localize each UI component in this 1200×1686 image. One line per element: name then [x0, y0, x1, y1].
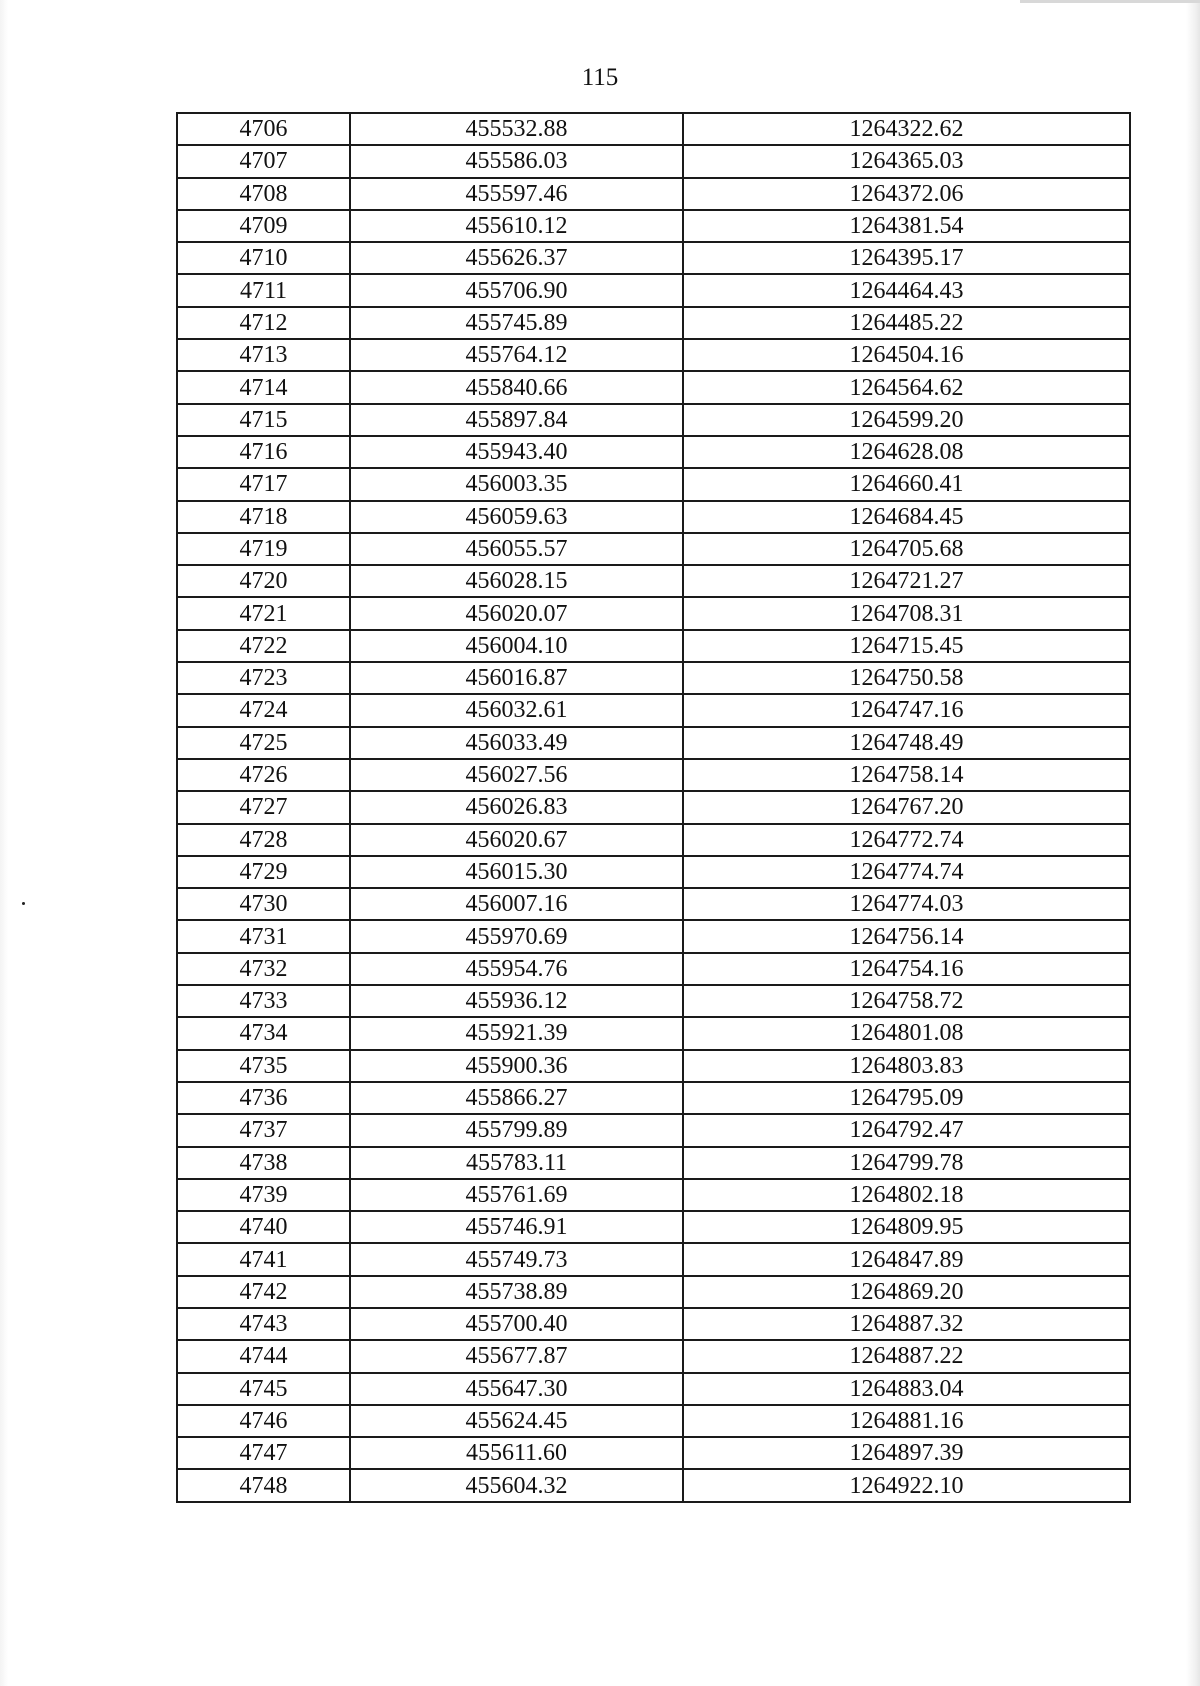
table-row — [177, 1179, 1130, 1211]
table-row — [177, 178, 1130, 210]
y-coordinate-cell: 1264803.83 — [683, 1050, 1130, 1082]
x-coordinate-cell: 455624.45 — [350, 1405, 683, 1437]
x-coordinate-cell: 455900.36 — [350, 1050, 683, 1082]
table-row — [177, 1373, 1130, 1405]
table-row — [177, 759, 1130, 791]
point-number-cell: 4731 — [177, 920, 350, 952]
point-number-cell: 4746 — [177, 1405, 350, 1437]
point-number-cell: 4718 — [177, 501, 350, 533]
y-coordinate-cell: 1264504.16 — [683, 339, 1130, 371]
table-row — [177, 1082, 1130, 1114]
scan-edge-top — [1020, 0, 1200, 3]
x-coordinate-cell: 456032.61 — [350, 694, 683, 726]
point-number-cell: 4726 — [177, 759, 350, 791]
x-coordinate-cell: 456027.56 — [350, 759, 683, 791]
y-coordinate-cell: 1264747.16 — [683, 694, 1130, 726]
y-coordinate-cell: 1264881.16 — [683, 1405, 1130, 1437]
x-coordinate-cell: 456055.57 — [350, 533, 683, 565]
table-row — [177, 501, 1130, 533]
table-row — [177, 565, 1130, 597]
x-coordinate-cell: 455597.46 — [350, 178, 683, 210]
y-coordinate-cell: 1264758.14 — [683, 759, 1130, 791]
table-row — [177, 1050, 1130, 1082]
point-number-cell: 4734 — [177, 1017, 350, 1049]
scan-edge-left — [0, 0, 8, 1686]
x-coordinate-cell: 456007.16 — [350, 888, 683, 920]
table-row — [177, 468, 1130, 500]
y-coordinate-cell: 1264802.18 — [683, 1179, 1130, 1211]
table-row — [177, 404, 1130, 436]
y-coordinate-cell: 1264809.95 — [683, 1211, 1130, 1243]
x-coordinate-cell: 456033.49 — [350, 727, 683, 759]
x-coordinate-cell: 456015.30 — [350, 856, 683, 888]
y-coordinate-cell: 1264322.62 — [683, 113, 1130, 145]
point-number-cell: 4717 — [177, 468, 350, 500]
y-coordinate-cell: 1264795.09 — [683, 1082, 1130, 1114]
table-row — [177, 856, 1130, 888]
table-row — [177, 630, 1130, 662]
x-coordinate-cell: 455745.89 — [350, 307, 683, 339]
table-row — [177, 791, 1130, 823]
x-coordinate-cell: 455749.73 — [350, 1243, 683, 1275]
table-row — [177, 824, 1130, 856]
y-coordinate-cell: 1264750.58 — [683, 662, 1130, 694]
y-coordinate-cell: 1264887.32 — [683, 1308, 1130, 1340]
x-coordinate-cell: 456016.87 — [350, 662, 683, 694]
x-coordinate-cell: 455799.89 — [350, 1114, 683, 1146]
x-coordinate-cell: 455626.37 — [350, 242, 683, 274]
x-coordinate-cell: 455761.69 — [350, 1179, 683, 1211]
table-row — [177, 597, 1130, 629]
point-number-cell: 4740 — [177, 1211, 350, 1243]
x-coordinate-cell: 455611.60 — [350, 1437, 683, 1469]
table-row — [177, 307, 1130, 339]
coordinate-table-body — [177, 113, 1130, 1502]
y-coordinate-cell: 1264883.04 — [683, 1373, 1130, 1405]
table-row — [177, 1276, 1130, 1308]
x-coordinate-cell: 456059.63 — [350, 501, 683, 533]
y-coordinate-cell: 1264792.47 — [683, 1114, 1130, 1146]
point-number-cell: 4714 — [177, 371, 350, 403]
y-coordinate-cell: 1264372.06 — [683, 178, 1130, 210]
table-row — [177, 662, 1130, 694]
table-row — [177, 210, 1130, 242]
y-coordinate-cell: 1264799.78 — [683, 1147, 1130, 1179]
x-coordinate-cell: 455897.84 — [350, 404, 683, 436]
scan-speck — [22, 902, 25, 905]
table-row — [177, 888, 1130, 920]
table-row — [177, 953, 1130, 985]
point-number-cell: 4729 — [177, 856, 350, 888]
point-number-cell: 4719 — [177, 533, 350, 565]
x-coordinate-cell: 455647.30 — [350, 1373, 683, 1405]
y-coordinate-cell: 1264772.74 — [683, 824, 1130, 856]
x-coordinate-cell: 456004.10 — [350, 630, 683, 662]
point-number-cell: 4745 — [177, 1373, 350, 1405]
table-row — [177, 1147, 1130, 1179]
table-row — [177, 1017, 1130, 1049]
table-row — [177, 1243, 1130, 1275]
y-coordinate-cell: 1264897.39 — [683, 1437, 1130, 1469]
y-coordinate-cell: 1264464.43 — [683, 274, 1130, 306]
table-row — [177, 113, 1130, 145]
y-coordinate-cell: 1264715.45 — [683, 630, 1130, 662]
point-number-cell: 4739 — [177, 1179, 350, 1211]
y-coordinate-cell: 1264754.16 — [683, 953, 1130, 985]
point-number-cell: 4722 — [177, 630, 350, 662]
point-number-cell: 4712 — [177, 307, 350, 339]
coordinate-table-container — [176, 112, 1129, 1503]
y-coordinate-cell: 1264869.20 — [683, 1276, 1130, 1308]
table-row — [177, 533, 1130, 565]
x-coordinate-cell: 455840.66 — [350, 371, 683, 403]
x-coordinate-cell: 455677.87 — [350, 1340, 683, 1372]
x-coordinate-cell: 455532.88 — [350, 113, 683, 145]
x-coordinate-cell: 455783.11 — [350, 1147, 683, 1179]
point-number-cell: 4709 — [177, 210, 350, 242]
table-row — [177, 1437, 1130, 1469]
x-coordinate-cell: 456028.15 — [350, 565, 683, 597]
point-number-cell: 4727 — [177, 791, 350, 823]
point-number-cell: 4721 — [177, 597, 350, 629]
point-number-cell: 4737 — [177, 1114, 350, 1146]
point-number-cell: 4716 — [177, 436, 350, 468]
point-number-cell: 4715 — [177, 404, 350, 436]
table-row — [177, 436, 1130, 468]
table-row — [177, 920, 1130, 952]
x-coordinate-cell: 455610.12 — [350, 210, 683, 242]
y-coordinate-cell: 1264365.03 — [683, 145, 1130, 177]
point-number-cell: 4710 — [177, 242, 350, 274]
y-coordinate-cell: 1264395.17 — [683, 242, 1130, 274]
point-number-cell: 4728 — [177, 824, 350, 856]
point-number-cell: 4736 — [177, 1082, 350, 1114]
point-number-cell: 4735 — [177, 1050, 350, 1082]
x-coordinate-cell: 455954.76 — [350, 953, 683, 985]
x-coordinate-cell: 455943.40 — [350, 436, 683, 468]
y-coordinate-cell: 1264599.20 — [683, 404, 1130, 436]
y-coordinate-cell: 1264381.54 — [683, 210, 1130, 242]
x-coordinate-cell: 455586.03 — [350, 145, 683, 177]
point-number-cell: 4707 — [177, 145, 350, 177]
x-coordinate-cell: 456020.67 — [350, 824, 683, 856]
point-number-cell: 4720 — [177, 565, 350, 597]
point-number-cell: 4733 — [177, 985, 350, 1017]
y-coordinate-cell: 1264721.27 — [683, 565, 1130, 597]
table-row — [177, 1340, 1130, 1372]
y-coordinate-cell: 1264922.10 — [683, 1469, 1130, 1501]
point-number-cell: 4743 — [177, 1308, 350, 1340]
y-coordinate-cell: 1264756.14 — [683, 920, 1130, 952]
table-row — [177, 371, 1130, 403]
point-number-cell: 4723 — [177, 662, 350, 694]
point-number-cell: 4713 — [177, 339, 350, 371]
x-coordinate-cell: 455936.12 — [350, 985, 683, 1017]
y-coordinate-cell: 1264758.72 — [683, 985, 1130, 1017]
table-row — [177, 1211, 1130, 1243]
point-number-cell: 4748 — [177, 1469, 350, 1501]
table-row — [177, 1308, 1130, 1340]
x-coordinate-cell: 455764.12 — [350, 339, 683, 371]
table-row — [177, 1114, 1130, 1146]
y-coordinate-cell: 1264887.22 — [683, 1340, 1130, 1372]
point-number-cell: 4742 — [177, 1276, 350, 1308]
table-row — [177, 339, 1130, 371]
x-coordinate-cell: 455700.40 — [350, 1308, 683, 1340]
y-coordinate-cell: 1264660.41 — [683, 468, 1130, 500]
x-coordinate-cell: 455604.32 — [350, 1469, 683, 1501]
point-number-cell: 4724 — [177, 694, 350, 726]
y-coordinate-cell: 1264801.08 — [683, 1017, 1130, 1049]
point-number-cell: 4747 — [177, 1437, 350, 1469]
y-coordinate-cell: 1264847.89 — [683, 1243, 1130, 1275]
y-coordinate-cell: 1264564.62 — [683, 371, 1130, 403]
x-coordinate-cell: 455738.89 — [350, 1276, 683, 1308]
y-coordinate-cell: 1264774.03 — [683, 888, 1130, 920]
y-coordinate-cell: 1264628.08 — [683, 436, 1130, 468]
x-coordinate-cell: 455866.27 — [350, 1082, 683, 1114]
point-number-cell: 4738 — [177, 1147, 350, 1179]
point-number-cell: 4744 — [177, 1340, 350, 1372]
y-coordinate-cell: 1264767.20 — [683, 791, 1130, 823]
point-number-cell: 4706 — [177, 113, 350, 145]
table-row — [177, 727, 1130, 759]
point-number-cell: 4711 — [177, 274, 350, 306]
table-row — [177, 274, 1130, 306]
table-row — [177, 694, 1130, 726]
point-number-cell: 4708 — [177, 178, 350, 210]
y-coordinate-cell: 1264708.31 — [683, 597, 1130, 629]
y-coordinate-cell: 1264748.49 — [683, 727, 1130, 759]
point-number-cell: 4725 — [177, 727, 350, 759]
x-coordinate-cell: 456020.07 — [350, 597, 683, 629]
x-coordinate-cell: 455921.39 — [350, 1017, 683, 1049]
point-number-cell: 4732 — [177, 953, 350, 985]
y-coordinate-cell: 1264705.68 — [683, 533, 1130, 565]
x-coordinate-cell: 455970.69 — [350, 920, 683, 952]
y-coordinate-cell: 1264684.45 — [683, 501, 1130, 533]
table-row — [177, 985, 1130, 1017]
scan-edge-right — [1186, 0, 1200, 1686]
table-row — [177, 242, 1130, 274]
x-coordinate-cell: 456026.83 — [350, 791, 683, 823]
table-row — [177, 145, 1130, 177]
x-coordinate-cell: 455746.91 — [350, 1211, 683, 1243]
page-number: 115 — [581, 64, 619, 91]
y-coordinate-cell: 1264485.22 — [683, 307, 1130, 339]
y-coordinate-cell: 1264774.74 — [683, 856, 1130, 888]
x-coordinate-cell: 456003.35 — [350, 468, 683, 500]
table-row — [177, 1469, 1130, 1501]
x-coordinate-cell: 455706.90 — [350, 274, 683, 306]
coordinate-table — [176, 112, 1131, 1503]
point-number-cell: 4730 — [177, 888, 350, 920]
table-row — [177, 1405, 1130, 1437]
point-number-cell: 4741 — [177, 1243, 350, 1275]
